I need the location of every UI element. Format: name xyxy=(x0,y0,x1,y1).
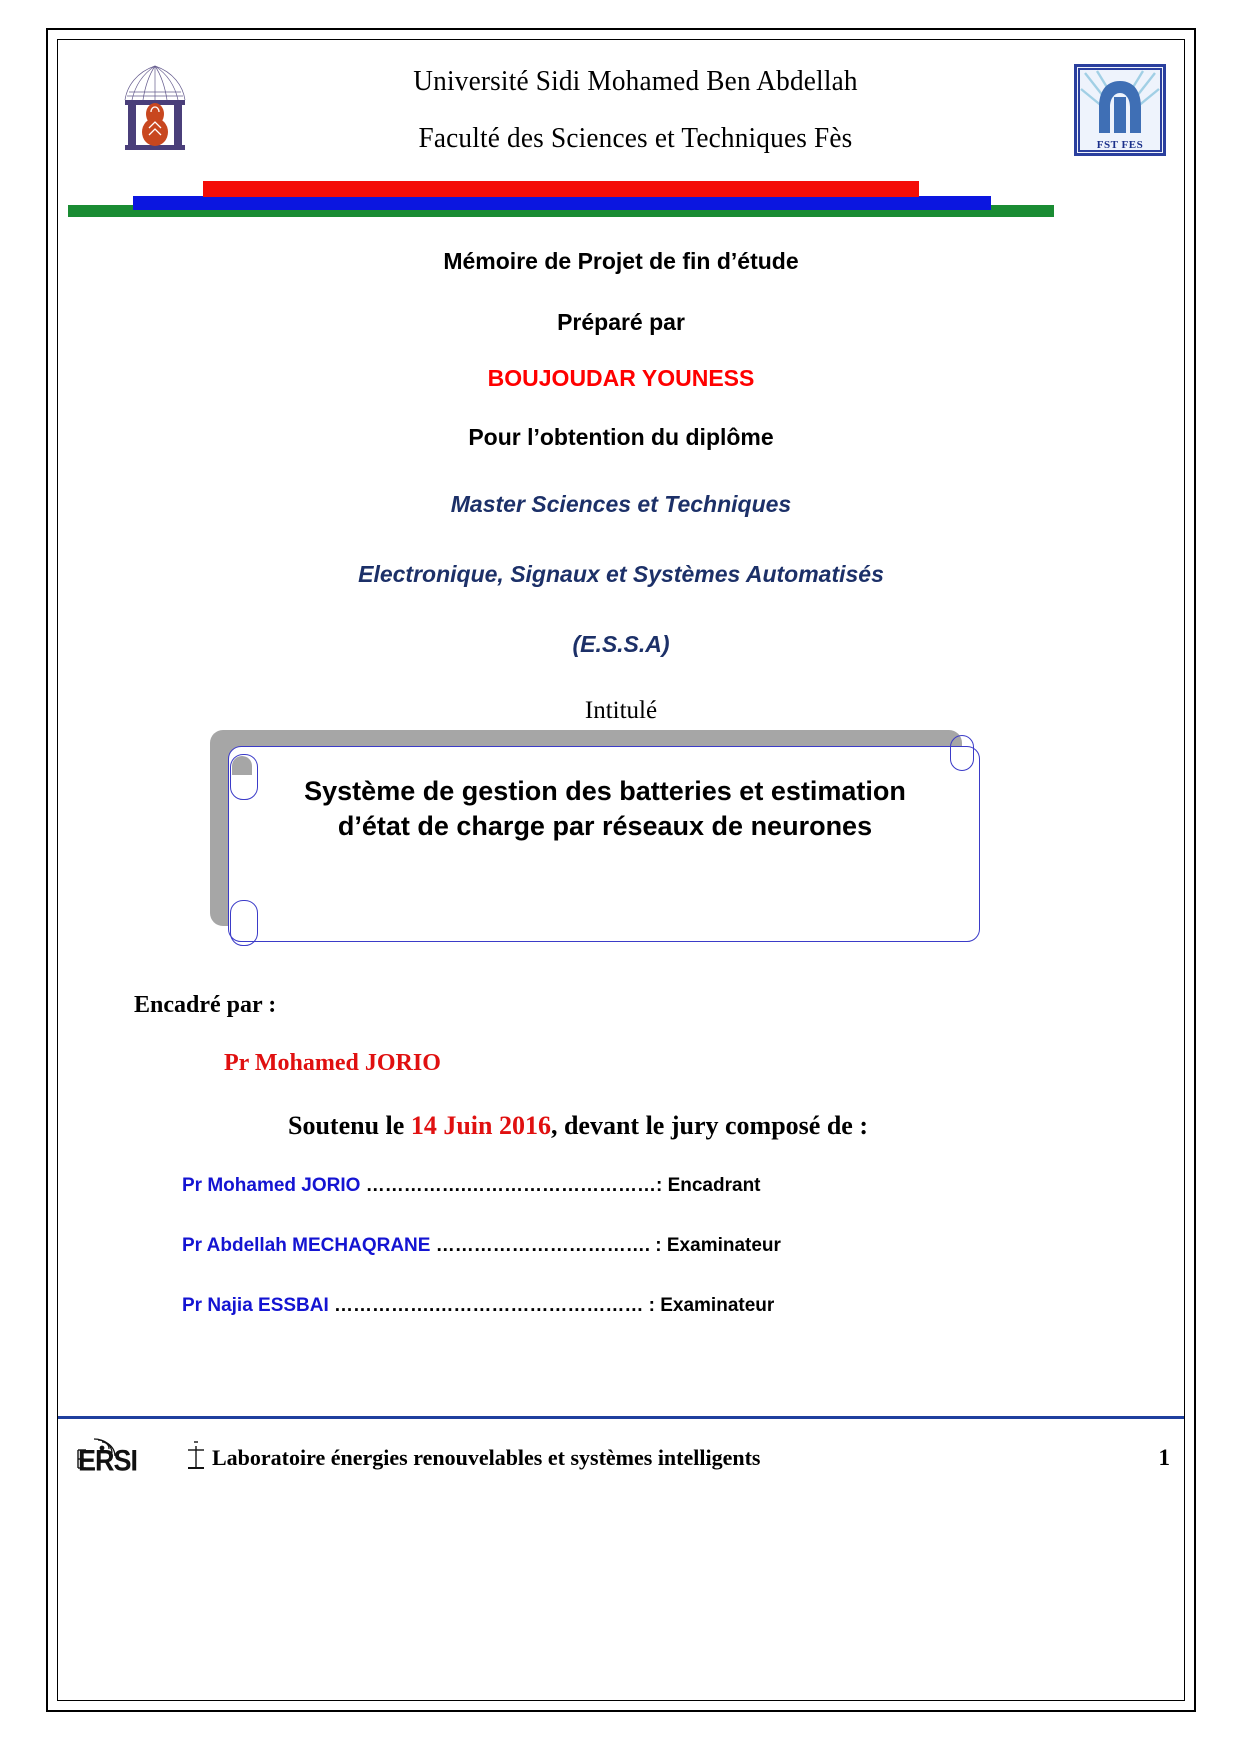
fst-logo-label: FST FES xyxy=(1096,139,1144,151)
defense-prefix: Soutenu le xyxy=(288,1111,411,1140)
encadre-par-label: Encadré par : xyxy=(134,992,277,1018)
header-bar-red xyxy=(203,181,919,197)
jury-member-role: : Examinateur xyxy=(650,1235,781,1256)
jury-member-row xyxy=(182,1175,982,1197)
master-program: Master Sciences et Techniques xyxy=(450,491,792,517)
scroll-curl-top-left-icon xyxy=(230,754,258,800)
defense-line xyxy=(288,1111,868,1141)
footer-lab-name: Laboratoire énergies renouvelables et systèmes intelligents xyxy=(212,1445,761,1470)
scroll-curl-top-right-icon xyxy=(950,735,974,771)
jury-member-role: : Examinateur xyxy=(643,1295,775,1316)
supervisor-name: Pr Mohamed JORIO xyxy=(224,1050,441,1076)
jury-list xyxy=(182,1175,982,1355)
jury-member-role: : Encadrant xyxy=(655,1175,761,1196)
scroll-curl-bottom-left-icon xyxy=(230,900,258,946)
intitule-label: Intitulé xyxy=(584,697,658,724)
jury-leader-dots: ……………………………. xyxy=(430,1235,650,1256)
thesis-title-box xyxy=(210,730,980,942)
faculty-name: Faculté des Sciences et Techniques Fès xyxy=(418,122,853,154)
header-bar-blue xyxy=(133,196,991,210)
page-number: 1 xyxy=(1158,1445,1170,1470)
university-name: Université Sidi Mohamed Ben Abdellah xyxy=(413,65,858,97)
student-name: BOUJOUDAR YOUNESS xyxy=(487,365,755,391)
diplome-line: Pour l’obtention du diplôme xyxy=(468,424,774,450)
specialty-name: Electronique, Signaux et Systèmes Automatisés xyxy=(358,561,884,587)
jury-member-name: Pr Najia ESSBAI xyxy=(182,1295,329,1316)
footer-divider xyxy=(58,1416,1184,1419)
page-header xyxy=(58,40,1184,180)
defense-date: 14 Juin 2016 xyxy=(410,1111,551,1140)
fst-fes-logo xyxy=(1074,64,1166,156)
ersi-logo-text: ERSI xyxy=(78,1444,138,1478)
prepare-par-line: Préparé par xyxy=(557,309,685,335)
jury-member-row xyxy=(182,1235,982,1257)
jury-leader-dots: …………….…………………………… xyxy=(328,1295,644,1316)
cover-text-block xyxy=(58,250,1184,723)
specialty-abbrev: (E.S.S.A) xyxy=(572,631,670,657)
defense-suffix: , devant le jury composé de : xyxy=(550,1111,868,1140)
jury-member-name: Pr Mohamed JORIO xyxy=(182,1175,361,1196)
usmba-crest-logo xyxy=(113,62,197,158)
ersi-lab-logo xyxy=(76,1438,206,1478)
page-footer xyxy=(58,1425,1184,1491)
jury-member-row xyxy=(182,1295,982,1317)
memoire-line: Mémoire de Projet de fin d’étude xyxy=(443,248,799,274)
thesis-title-text: Système de gestion des batteries et estimation d’état de charge par réseaux de neurones xyxy=(304,776,906,842)
jury-member-name: Pr Abdellah MECHAQRANE xyxy=(182,1235,431,1256)
header-title-block xyxy=(197,67,1074,153)
jury-leader-dots: …………….………………………… xyxy=(360,1175,656,1196)
